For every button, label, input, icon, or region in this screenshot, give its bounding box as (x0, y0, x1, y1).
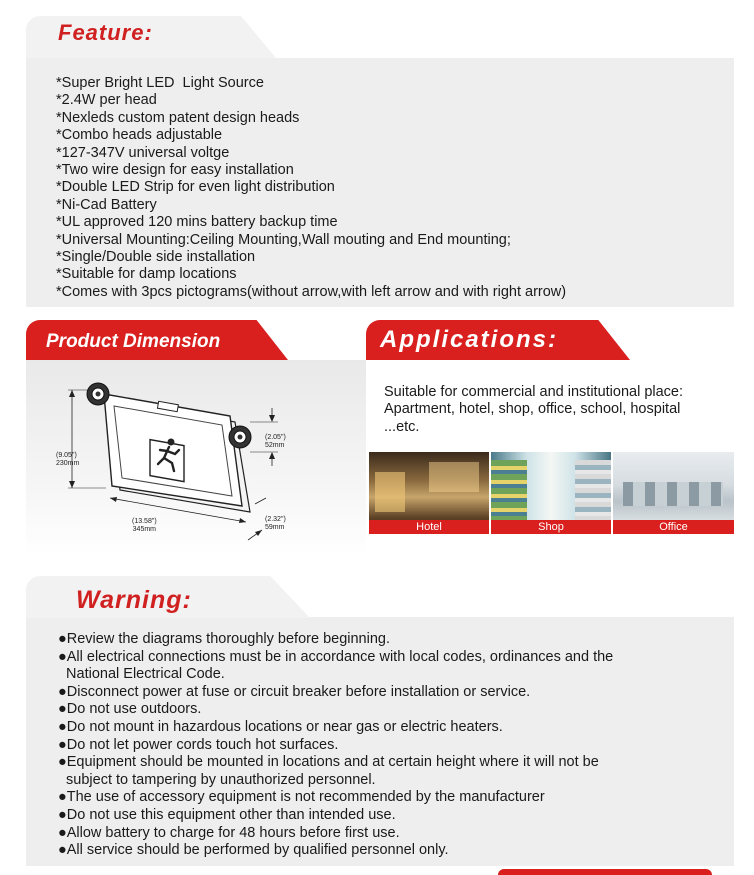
feature-item: *UL approved 120 mins battery backup time (56, 214, 338, 231)
feature-item: *2.4W per head (56, 92, 157, 109)
feature-item: *Two wire design for easy installation (56, 162, 294, 179)
head-label: (2.05") 52mm (265, 434, 286, 449)
applications-title: Applications: (380, 326, 559, 353)
warning-item: ●Do not use outdoors. (58, 701, 202, 718)
warning-list (58, 631, 613, 860)
warning-item: ●All electrical connections must be in accordance with local codes, ordinances and the (58, 648, 614, 665)
feature-item: *Universal Mounting:Ceiling Mounting,Wall mouting and End mounting; (56, 231, 511, 248)
height-label: (9.05") 230mm (56, 452, 80, 467)
dimension-title: Product Dimension (46, 331, 221, 352)
warning-item: subject to tampering by unauthorized personnel. (58, 771, 376, 788)
photo-caption-shop: Shop (491, 520, 611, 534)
feature-item: *Combo heads adjustable (56, 127, 223, 144)
applications-line: Suitable for commercial and institutional place: (384, 384, 684, 400)
warning-item: ●All service should be performed by qualified personnel only. (58, 842, 449, 859)
photo-hotel (369, 452, 489, 534)
width-label: (13.58") 345mm (132, 518, 157, 533)
warning-item: ●Do not mount in hazardous locations or near gas or electric heaters. (58, 718, 503, 735)
feature-list (56, 75, 566, 301)
depth-label: (2.32") 59mm (265, 516, 286, 531)
feature-item: *Single/Double side installation (56, 249, 256, 266)
warning-item: National Electrical Code. (58, 666, 225, 683)
feature-item: *127-347V universal voltge (56, 144, 230, 161)
feature-item: *Super Bright LED Light Source (56, 75, 264, 91)
feature-title: Feature: (58, 20, 153, 45)
feature-item: *Double LED Strip for even light distribution (56, 179, 335, 196)
next-section-tab (498, 869, 712, 875)
warning-item: ●Equipment should be mounted in locations and at certain height where it will not be (58, 754, 599, 771)
warning-title: Warning: (76, 586, 192, 614)
applications-text (384, 384, 683, 436)
photo-caption-office: Office (613, 520, 734, 534)
warning-item: ●Disconnect power at fuse or circuit breaker before installation or service. (58, 683, 531, 700)
feature-item: *Suitable for damp locations (56, 266, 237, 283)
photo-shop (491, 452, 611, 534)
photo-office (613, 452, 734, 534)
applications-line: Apartment, hotel, shop, office, school, hospital (384, 401, 681, 418)
warning-item: ●Do not let power cords touch hot surfaces. (58, 736, 339, 753)
photo-caption-hotel: Hotel (369, 520, 489, 534)
warning-item: ●Review the diagrams thoroughly before beginning. (58, 631, 390, 647)
feature-item: *Nexleds custom patent design heads (56, 109, 300, 126)
warning-item: ●The use of accessory equipment is not recommended by the manufacturer (58, 789, 545, 806)
warning-item: ●Allow battery to charge for 48 hours before first use. (58, 824, 400, 841)
applications-line: ...etc. (384, 418, 420, 435)
feature-item: *Comes with 3pcs pictograms(without arrow,with left arrow and with right arrow) (56, 283, 567, 300)
feature-item: *Ni-Cad Battery (56, 196, 157, 213)
product-dimension-drawing (50, 370, 300, 550)
warning-item: ●Do not use this equipment other than intended use. (58, 806, 396, 823)
